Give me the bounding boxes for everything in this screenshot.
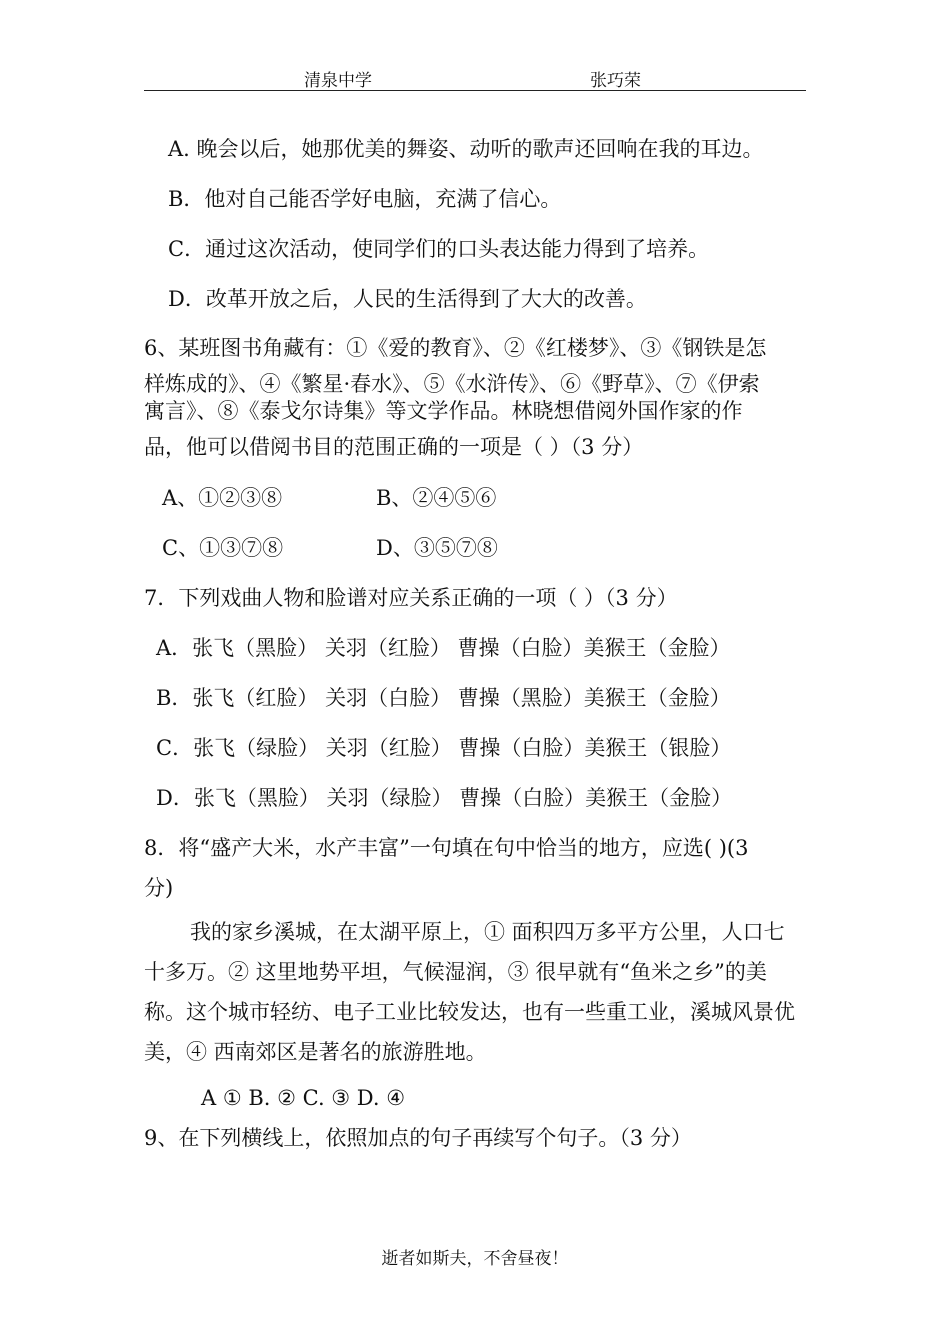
header-author: 张巧荣 [590, 71, 641, 91]
q8-passage-line-1: 我的家乡溪城，在太湖平原上，① 面积四万多平方公里，人口七 [190, 920, 785, 944]
q7-stem: 7．下列戏曲人物和脸谱对应关系正确的一项（ ）（3 分） [144, 586, 678, 610]
q7-option-d: D．张飞（黑脸） 关羽（绿脸） 曹操（白脸）美猴王（金脸） [156, 786, 733, 810]
page-header [144, 66, 806, 91]
q7-option-a: A．张飞（黑脸） 关羽（红脸） 曹操（白脸）美猴王（金脸） [156, 636, 731, 660]
q5-option-c: C．通过这次活动，使同学们的口头表达能力得到了培养。 [168, 237, 710, 261]
q8-options: A ① B. ② C. ③ D. ④ [201, 1086, 406, 1110]
q6-option-b: B、②④⑤⑥ [376, 486, 497, 510]
q8-passage-line-3: 称。这个城市轻纺、电子工业比较发达，也有一些重工业，溪城风景优 [144, 1000, 795, 1024]
q8-passage-line-4: 美，④ 西南郊区是著名的旅游胜地。 [144, 1040, 487, 1064]
q5-option-a: A. 晚会以后，她那优美的舞姿、动听的歌声还回响在我的耳边。 [168, 137, 764, 161]
q5-option-d: D．改革开放之后，人民的生活得到了大大的改善。 [168, 287, 647, 311]
q6-stem-line-2: 样炼成的》、④《繁星·春水》、⑤《水浒传》、⑥《野草》、⑦《伊索 [144, 372, 760, 396]
q6-stem-line-4: 品，他可以借阅书目的范围正确的一项是（ ）（3 分） [144, 435, 644, 459]
page-footer: 逝者如斯夫，不舍昼夜！ [381, 1249, 569, 1269]
q9-stem: 9、在下列横线上，依照加点的句子再续写个句子。（3 分） [144, 1126, 692, 1150]
q6-stem-line-3: 寓言》、⑧《泰戈尔诗集》等文学作品。林晓想借阅外国作家的作 [144, 399, 743, 423]
q6-option-a: A、①②③⑧ [162, 486, 283, 510]
q6-option-c: C、①③⑦⑧ [162, 536, 284, 560]
q8-stem-line-2: 分) [144, 876, 174, 900]
header-school: 清泉中学 [304, 71, 372, 91]
q6-option-d: D、③⑤⑦⑧ [376, 536, 498, 560]
q7-option-c: C．张飞（绿脸） 关羽（红脸） 曹操（白脸）美猴王（银脸） [156, 736, 732, 760]
q8-stem-line-1: 8．将“盛产大米，水产丰富”一句填在句中恰当的地方，应选( )(3 [144, 836, 749, 860]
q6-stem-line-1: 6、某班图书角藏有：①《爱的教育》、②《红楼梦》、③《钢铁是怎 [144, 336, 767, 360]
q5-option-b: B．他对自己能否学好电脑，充满了信心。 [168, 187, 562, 211]
q8-passage-line-2: 十多万。② 这里地势平坦，气候湿润，③ 很早就有“鱼米之乡”的美 [144, 960, 767, 984]
q7-option-b: B．张飞（红脸） 关羽（白脸） 曹操（黑脸）美猴王（金脸） [156, 686, 731, 710]
